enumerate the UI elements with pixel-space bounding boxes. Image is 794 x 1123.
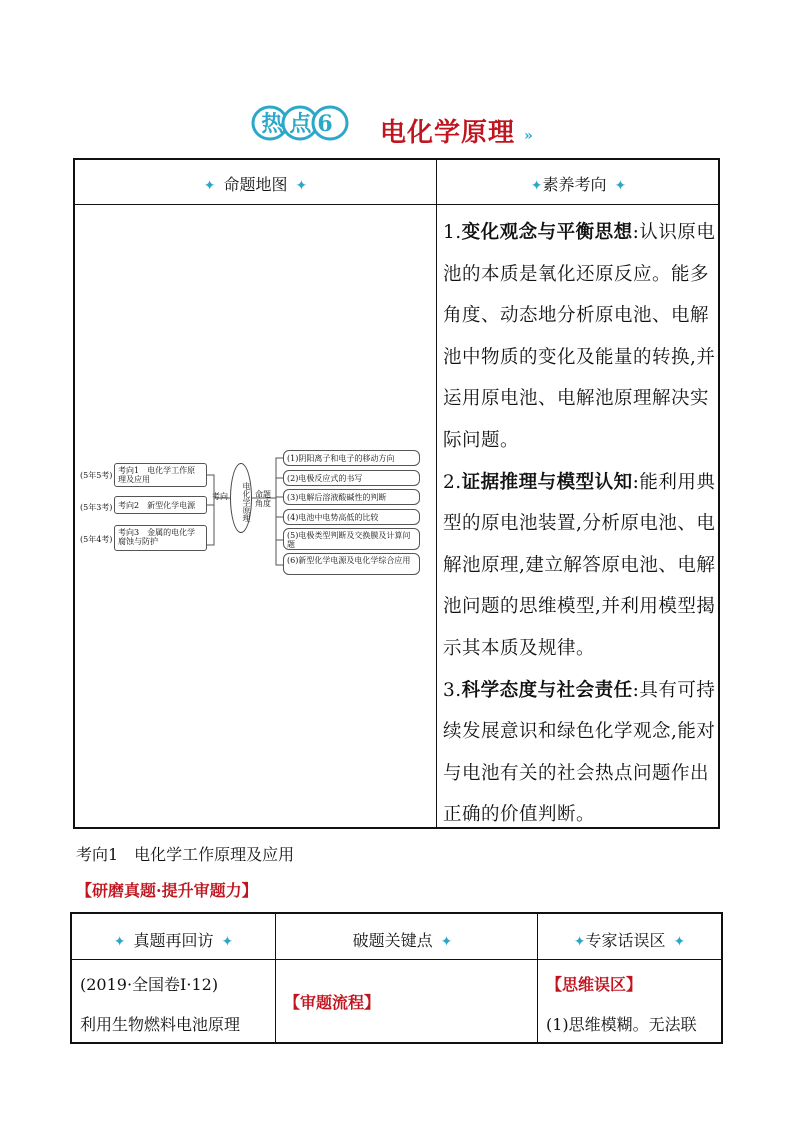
frequency-label: (5年3考) <box>80 503 113 512</box>
review-process-label: 【审题流程】 <box>284 993 381 1012</box>
column-header-review: ✦ 真题再回访 ✦ <box>113 931 234 950</box>
exam-source: (2019·全国卷Ⅰ·12) <box>80 975 219 994</box>
frequency-label: (5年5考) <box>80 471 113 480</box>
angle-label: 命题角度 <box>255 490 271 508</box>
literacy-point: 2.证据推理与模型认知:能利用典型的原电池装置,分析原电池、电解池原理,建立解答原电池、电解池问题的思维模型,并利用模型揭示其本质及规律。 <box>443 471 716 659</box>
table-divider <box>72 959 721 960</box>
angle-box: (3)电解后溶液酸碱性的判断 <box>283 489 420 505</box>
star-icon: ✦ <box>573 934 586 950</box>
column-header-map: ✦ 命题地图 ✦ <box>203 175 308 194</box>
star-icon: ✦ <box>203 178 216 194</box>
literacy-point: 1.变化观念与平衡思想:认识原电池的本质是氧化还原反应。能多角度、动态地分析原电池、电解池中物质的变化及能量的转换,并运用原电池、电解池原理解决实际问题。 <box>443 222 716 451</box>
question-table <box>70 912 723 1044</box>
column-header-literacy: ✦素养考向 ✦ <box>530 175 627 194</box>
star-icon: ✦ <box>221 934 234 950</box>
frequency-label: (5年4考) <box>80 535 113 544</box>
star-icon: ✦ <box>673 934 686 950</box>
column-header-key: 破题关键点 ✦ <box>352 931 453 950</box>
angle-box: (5)电极类型判断及交换膜及计算问题 <box>283 528 420 550</box>
table-divider <box>75 204 718 205</box>
star-icon: ✦ <box>440 934 453 950</box>
section-title: 考向1 电化学工作原理及应用 <box>76 845 295 864</box>
star-icon: ✦ <box>295 178 308 194</box>
direction-box: 考向3 金属的电化学腐蚀与防护 <box>114 525 207 551</box>
angle-box: (4)电池中电势高低的比较 <box>283 509 420 525</box>
page-title: 电化学原理 <box>380 118 516 148</box>
table-divider <box>436 160 437 827</box>
center-node: 电化学原理 <box>230 463 252 533</box>
angle-box: (1)阴阳离子和电子的移动方向 <box>283 450 420 466</box>
section-subtitle: 【研磨真题·提升审题力】 <box>76 881 258 900</box>
star-icon: ✦ <box>614 178 627 194</box>
direction-box: 考向1 电化学工作原理及应用 <box>114 463 207 487</box>
exam-topic: 利用生物燃料电池原理 <box>80 1015 241 1034</box>
column-header-expert: ✦专家话误区 ✦ <box>573 931 686 950</box>
literacy-text <box>443 212 717 836</box>
literacy-point: 3.科学态度与社会责任:具有可持续发展意识和绿色化学观念,能对与电池有关的社会热点问题作出正确的价值判断。 <box>443 679 716 826</box>
angle-box: (6)新型化学电源及电化学综合应用 <box>283 553 420 575</box>
title-arrows: » <box>524 128 533 144</box>
direction-label: 考向 <box>212 492 228 501</box>
hotspot-badge <box>250 104 350 142</box>
direction-box: 考向2 新型化学电源 <box>114 496 207 514</box>
star-icon: ✦ <box>113 934 126 950</box>
misconception-label: 【思维误区】 <box>546 975 643 994</box>
misconception-text: (1)思维模糊。无法联 <box>546 1015 697 1034</box>
star-icon: ✦ <box>530 178 543 194</box>
svg-text:热点6: 热点6 <box>261 111 339 137</box>
angle-box: (2)电极反应式的书写 <box>283 470 420 486</box>
